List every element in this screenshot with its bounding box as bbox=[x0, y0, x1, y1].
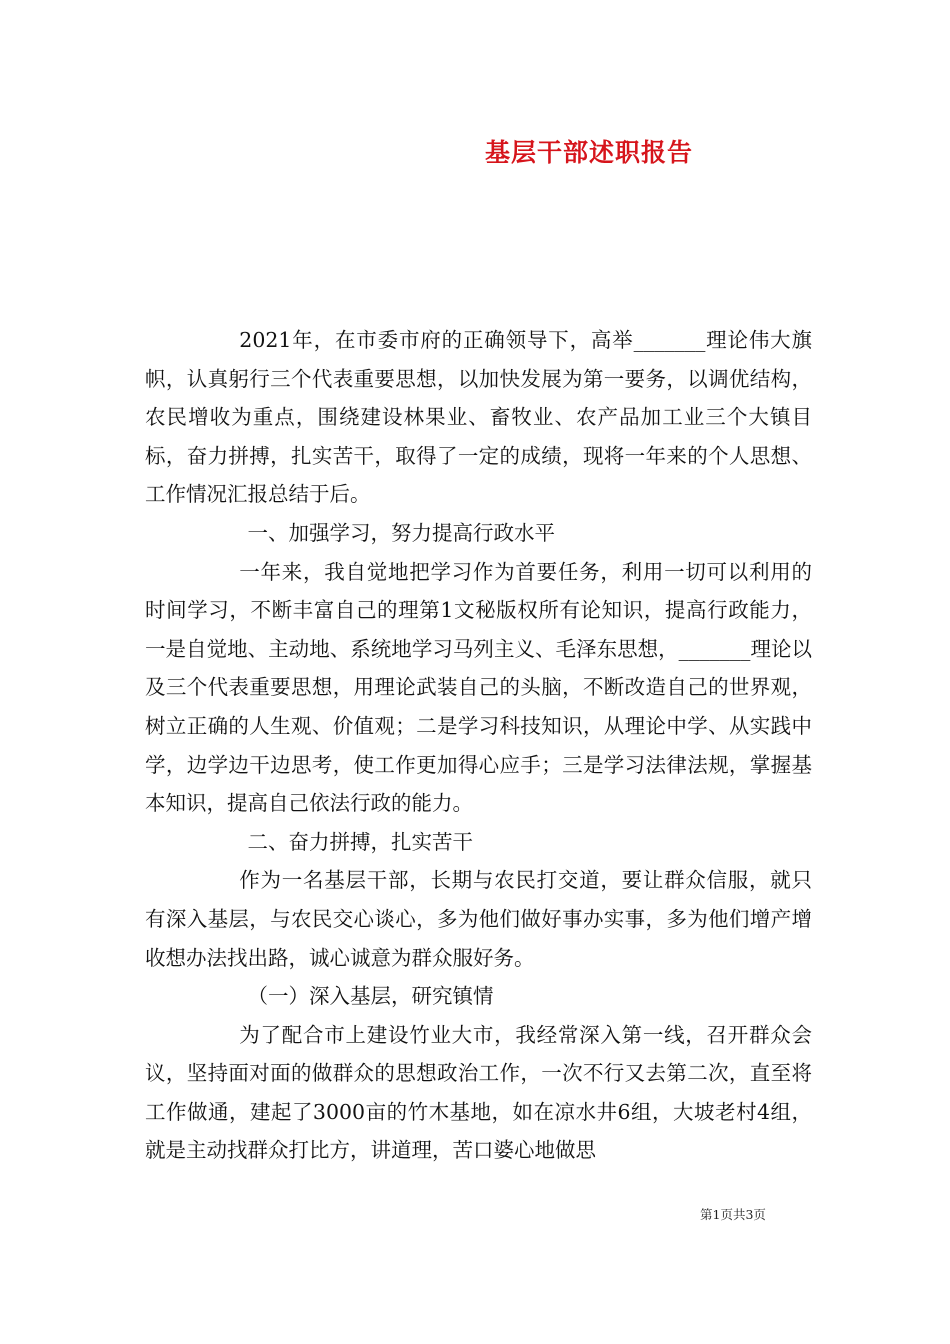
page-number: 第1页共3页 bbox=[700, 1207, 766, 1222]
section-1-paragraph: 一年来，我自觉地把学习作为首要任务，利用一切可以利用的时间学习，不断丰富自己的理第1文秘版权所有论知识，提高行政能力，一是自觉地、主动地、系统地学习马列主义、毛泽东思想，_______理论以及三个代表重要思想，用理论武装自己的头脑，不断改造自己的世界观，树立正确的人生观、价值观；二是学习科技知识，从理论中学、从实践中学，边学边干边思考，使工作更加得心应手；三是学习法律法规，掌握基本知识，提高自己依法行政的能力。 bbox=[145, 559, 812, 816]
title-text: 基层干部述职报告 bbox=[484, 138, 693, 167]
document-body bbox=[145, 321, 812, 1170]
intro-paragraph: 2021年，在市委市府的正确领导下，高举_______理论伟大旗帜，认真躬行三个代表重要思想，以加快发展为第一要务，以调优结构，农民增收为重点，围绕建设林果业、畜牧业、农产品加工业三个大镇目标，奋力拼搏，扎实苦干，取得了一定的成绩，现将一年来的个人思想、工作情况汇报总结于后。 bbox=[145, 328, 812, 507]
document-title bbox=[0, 133, 950, 169]
subsection-heading-1: （一）深入基层，研究镇情 bbox=[247, 984, 494, 1009]
subsection-1-paragraph: 为了配合市上建设竹业大市，我经常深入第一线，召开群众会议，坚持面对面的做群众的思想政治工作，一次不行又去第二次，直至将工作做通，建起了3000亩的竹木基地，如在凉水井6组，大坡老村4组，就是主动找群众打比方，讲道理，苦口婆心地做思 bbox=[145, 1022, 812, 1163]
section-heading-1: 一、加强学习，努力提高行政水平 bbox=[247, 520, 555, 545]
section-heading-2: 二、奋力拼搏，扎实苦干 bbox=[247, 829, 473, 854]
section-2-paragraph: 作为一名基层干部，长期与农民打交道，要让群众信服，就只有深入基层，与农民交心谈心，多为他们做好事办实事，多为他们增产增收想办法找出路，诚心诚意为群众服好务。 bbox=[145, 868, 812, 970]
